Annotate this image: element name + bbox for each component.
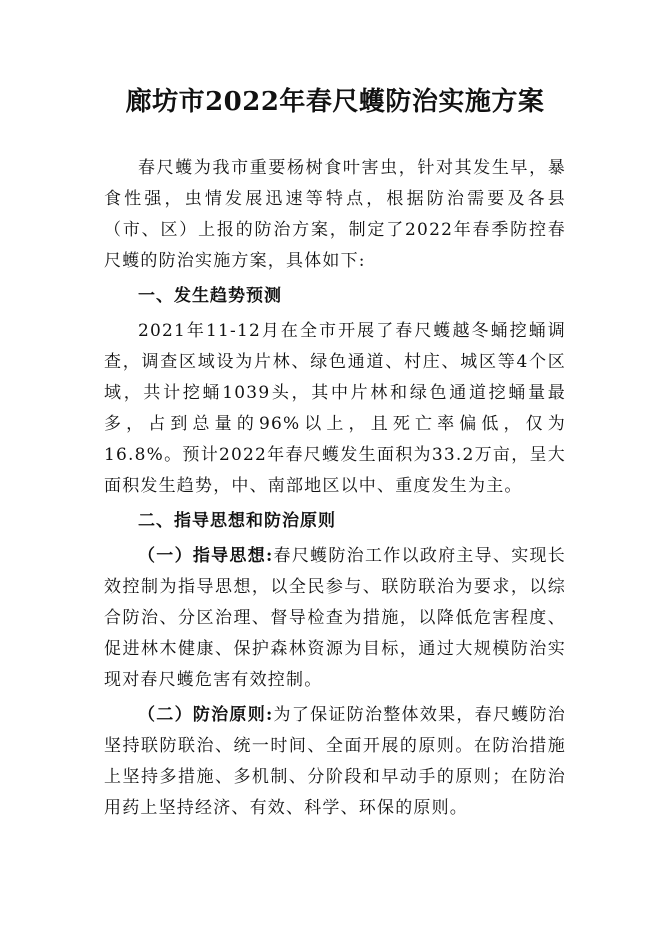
control-principle-text: 为了保证防治整体效果，春尺蠖防治坚持联防联治、统一时间、全面开展的原则。在防治措施上坚持多措施、多机制、分阶段和早动手的原则；在防治用药上坚持经济、有效、科学、环保的原则。 bbox=[104, 705, 566, 818]
section1-heading: 一、发生趋势预测 bbox=[138, 286, 282, 306]
section2-heading: 二、指导思想和防治原则 bbox=[138, 511, 336, 531]
guiding-principle-label: （一）指导思想: bbox=[138, 546, 274, 566]
document-body bbox=[104, 153, 566, 824]
guiding-principle-paragraph bbox=[104, 541, 566, 696]
guiding-principle-text: 春尺蠖防治工作以政府主导、实现长效控制为指导思想，以全民参与、联防联治为要求，以综合防治、分区治理、督导检查为措施，以降低危害程度、促进林木健康、保护森林资源为目标，通过大规模防治实现对春尺蠖危害有效控制。 bbox=[104, 546, 566, 690]
section1-paragraph: 2021年11-12月在全市开展了春尺蠖越冬蛹挖蛹调查，调查区域设为片林、绿色通道、村庄、城区等4个区域，共计挖蛹1039头，其中片林和绿色通道挖蛹量最多，占到总量的96%以上，且死亡率偏低，仅为16.8%。预计2022年春尺蠖发生面积为33.2万亩，呈大面积发生趋势，中、南部地区以中、重度发生为主。 bbox=[104, 321, 566, 496]
intro-paragraph: 春尺蠖为我市重要杨树食叶害虫，针对其发生早，暴食性强，虫情发展迅速等特点，根据防治需要及各县（市、区）上报的防治方案，制定了2022年春季防控春尺蠖的防治实施方案，具体如下: bbox=[104, 158, 566, 271]
document-title: 廊坊市2022年春尺蠖防治实施方案 bbox=[125, 87, 545, 117]
control-principle-paragraph bbox=[104, 700, 566, 824]
control-principle-label: （二）防治原则: bbox=[138, 705, 274, 725]
